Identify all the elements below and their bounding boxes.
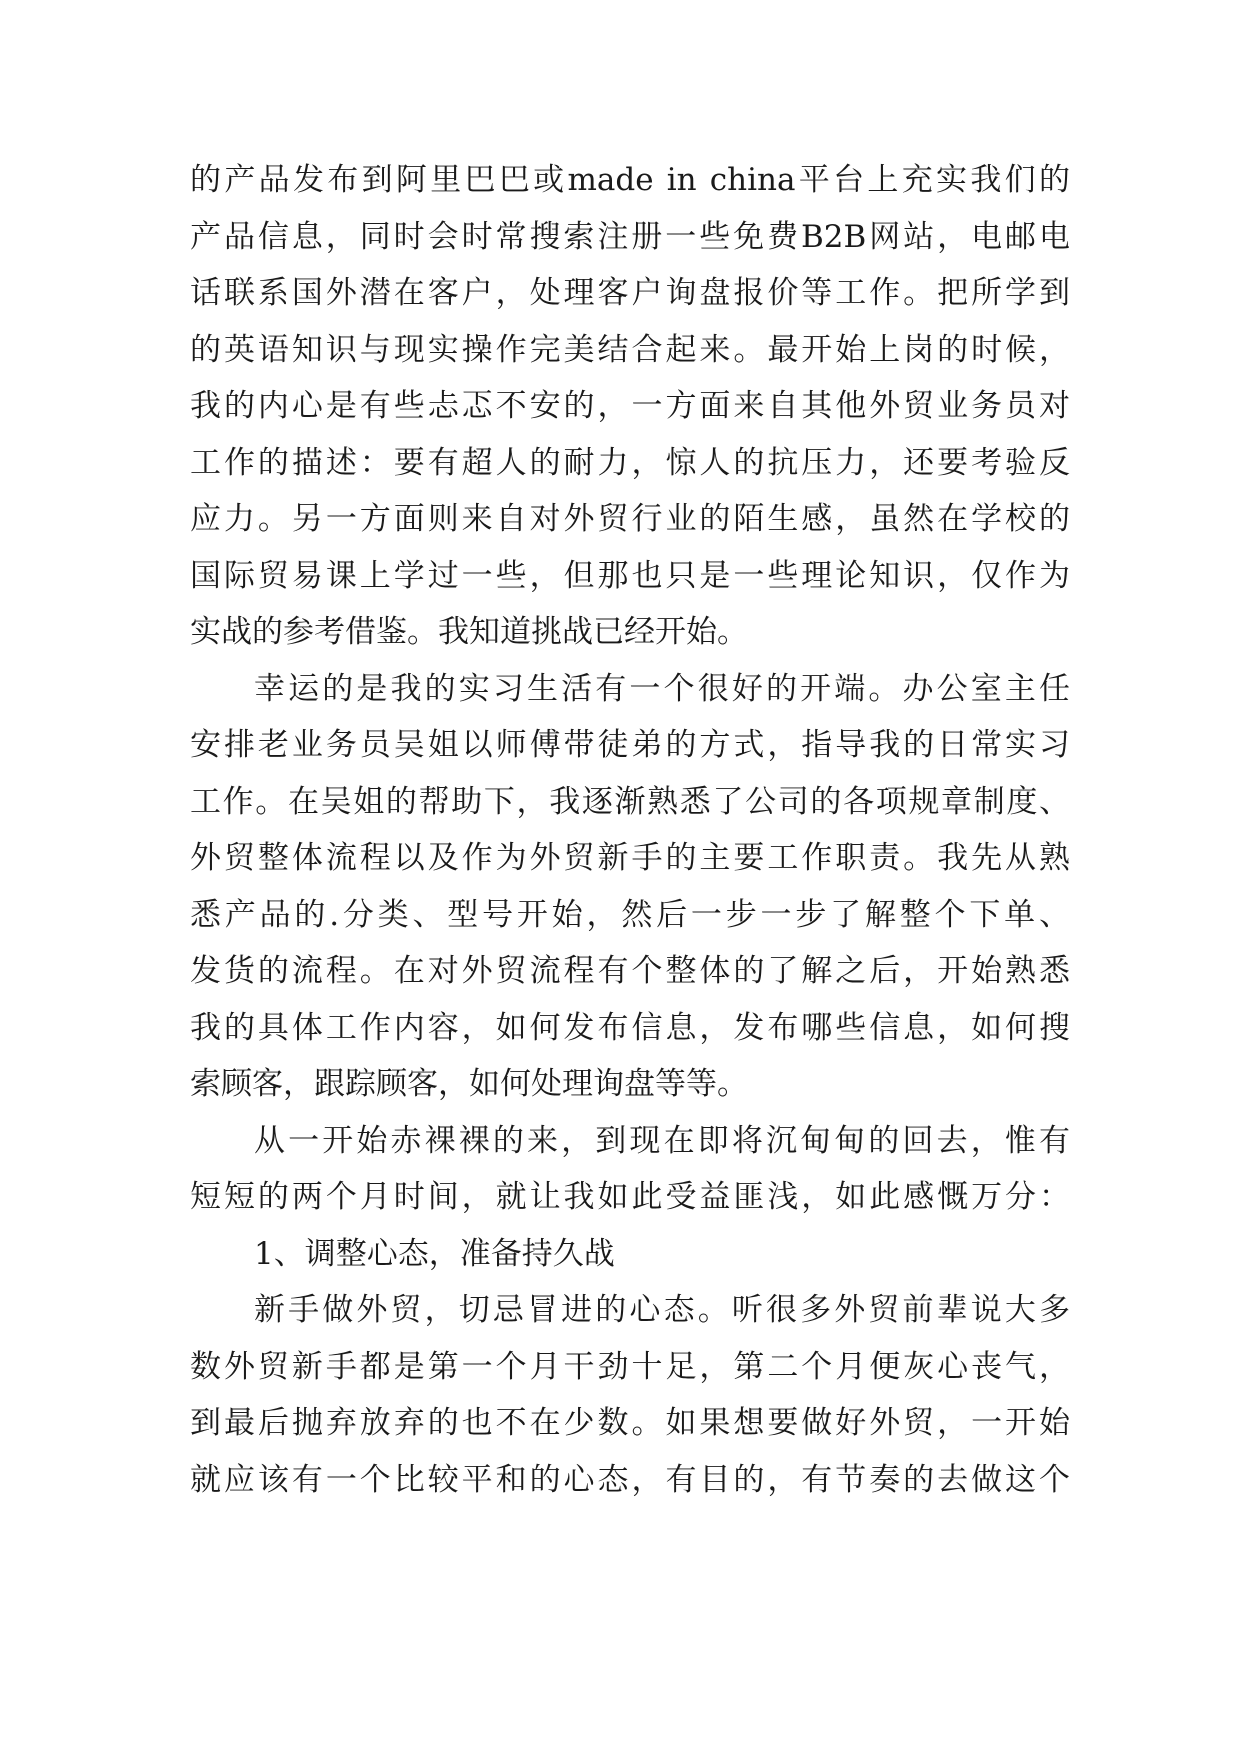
text-line: 我的内心是有些忐忑不安的，一方面来自其他外贸业务员对: [190, 388, 1070, 424]
text-line: 索顾客，跟踪顾客，如何处理询盘等等。: [190, 1066, 748, 1102]
text-line: 的英语知识与现实操作完美结合起来。最开始上岗的时候，: [190, 331, 1070, 368]
text-line: 外贸整体流程以及作为外贸新手的主要工作职责。我先从熟: [190, 840, 1070, 876]
text-line: 国际贸易课上学过一些，但那也只是一些理论知识，仅作为: [190, 557, 1070, 594]
text-line: 工作。在吴姐的帮助下，我逐渐熟悉了公司的各项规章制度、: [190, 783, 1070, 820]
text-line: 的产品发布到阿里巴巴或made in china平台上充实我们的: [190, 162, 1070, 198]
text-line: 我的具体工作内容，如何发布信息，发布哪些信息，如何搜: [190, 1009, 1070, 1046]
paragraph-start-line: 从一开始赤裸裸的来，到现在即将沉甸甸的回去，惟有: [254, 1122, 1070, 1159]
text-line: 实战的参考借鉴。我知道挑战已经开始。: [190, 614, 748, 650]
text-line: 短短的两个月时间，就让我如此受益匪浅，如此感慨万分：: [190, 1179, 1070, 1215]
text-line: 发货的流程。在对外贸流程有个整体的了解之后，开始熟悉: [190, 953, 1070, 989]
text-line: 安排老业务员吴姐以师傅带徒弟的方式，指导我的日常实习: [190, 727, 1070, 763]
text-line: 应力。另一方面则来自对外贸行业的陌生感，虽然在学校的: [190, 501, 1070, 537]
text-line: 产品信息，同时会时常搜索注册一些免费B2B网站，电邮电: [190, 218, 1070, 255]
text-line: 悉产品的.分类、型号开始，然后一步一步了解整个下单、: [190, 896, 1070, 933]
text-line: 到最后抛弃放弃的也不在少数。如果想要做好外贸，一开始: [190, 1405, 1070, 1441]
text-line: 话联系国外潜在客户，处理客户询盘报价等工作。把所学到: [190, 275, 1070, 311]
document-body: [190, 152, 1070, 1508]
text-line: 工作的描述：要有超人的耐力，惊人的抗压力，还要考验反: [190, 444, 1070, 481]
text-line: 数外贸新手都是第一个月干劲十足，第二个月便灰心丧气，: [190, 1348, 1070, 1385]
text-line: 就应该有一个比较平和的心态，有目的，有节奏的去做这个: [190, 1461, 1070, 1498]
section-heading: 1、调整心态，准备持久战: [254, 1235, 615, 1272]
paragraph-start-line: 新手做外贸，切忌冒进的心态。听很多外贸前辈说大多: [254, 1292, 1070, 1328]
paragraph-start-line: 幸运的是我的实习生活有一个很好的开端。办公室主任: [254, 670, 1070, 707]
